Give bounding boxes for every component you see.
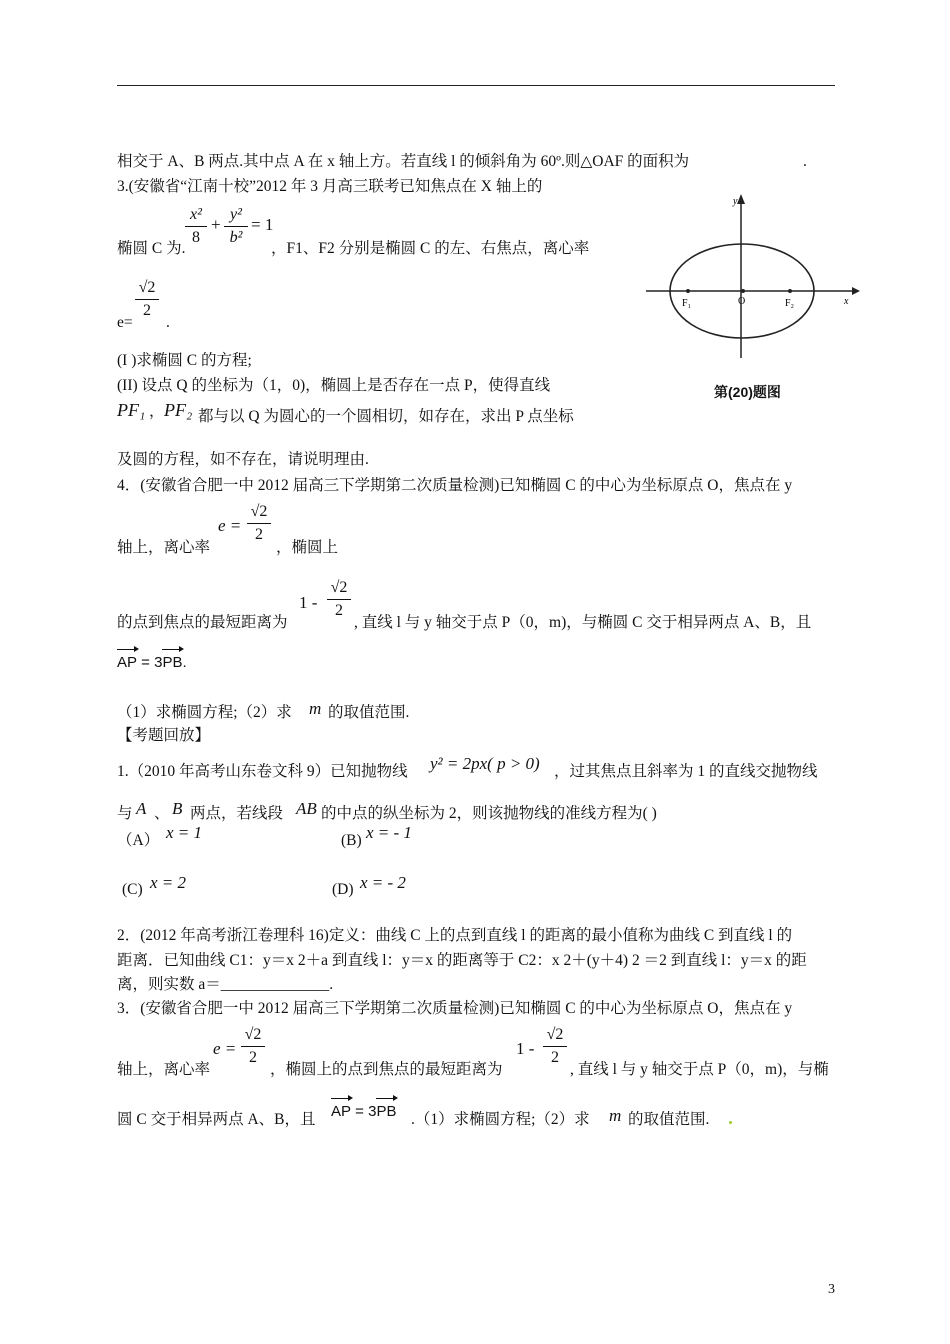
q3-e-frac: √2 2 — [135, 278, 159, 321]
decorative-dot — [729, 1121, 732, 1124]
review-heading: 【考题回放】 — [117, 727, 211, 744]
f1-label: F₁ — [682, 298, 692, 309]
r3-vector-ap: AP — [331, 1103, 352, 1120]
q4-min-frac: √2 2 — [327, 578, 351, 621]
r1-line2-end: 的中点的纵坐标为 2，则该抛物线的准线方程为( ) — [321, 805, 657, 822]
q3-part1: (I )求椭圆 C 的方程; — [117, 352, 252, 369]
r2-line2: 距离．已知曲线 C1：y＝x 2＋a 到直线 l：y＝x 的距离等于 C2：x 2＋(y＋4) 2 ＝2 到直线 l：y＝x 的距 — [117, 952, 807, 969]
q4-ask: （1）求椭圆方程;（2）求 — [117, 704, 292, 721]
f2-label: F₂ — [785, 298, 795, 309]
origin-label: O — [738, 296, 746, 307]
q3-line-last: 及圆的方程，如不存在，请说明理由. — [117, 451, 369, 468]
r1-line1-end: ，过其焦点且斜率为 1 的直线交抛物线 — [554, 763, 818, 780]
q4-min-pre: 1 - — [299, 593, 318, 612]
q4-line3-end: , 直线 l 与 y 轴交于点 P（0，m)，与椭圆 C 交于相异两点 A、B，且 — [354, 614, 812, 631]
r3-line2-end: , 直线 l 与 y 轴交于点 P（0，m)，与椭 — [570, 1061, 829, 1078]
r2-line1: 2．(2012 年高考浙江卷理科 16)定义：曲线 C 上的点到直线 l 的距离的最小值称为曲线 C 到直线 l 的 — [117, 927, 793, 944]
ellipse-eq-right-frac: y² b² — [224, 205, 248, 248]
q3-e-label: e= — [117, 314, 133, 331]
focus-f1-dot — [686, 289, 690, 293]
q4-vector-relation: AP = 3PB. — [117, 654, 187, 671]
q4-e-frac: √2 2 — [247, 502, 271, 545]
x-axis-arrow — [852, 287, 860, 295]
r1-sep: 、 — [154, 805, 170, 822]
q4-ask-end: 的取值范围. — [328, 704, 410, 721]
prev-problem-end: . — [803, 153, 807, 170]
r3-min-pre: 1 - — [516, 1039, 535, 1058]
r1-point-a: A — [136, 799, 147, 818]
r3-e-lhs: e = — [213, 1039, 237, 1058]
ellipse-eq-rhs: = 1 — [251, 215, 274, 234]
r3-m: m — [609, 1106, 622, 1125]
q4-line2-start: 轴上，离心率 — [117, 539, 211, 556]
y-axis-arrow — [737, 194, 745, 204]
header-rule — [117, 85, 835, 86]
r3-min-frac: √2 2 — [543, 1025, 567, 1068]
prev-problem-line: 相交于 A、B 两点.其中点 A 在 x 轴上方。若直线 l 的倾斜角为 60º.则△OAF 的面积为 — [117, 153, 690, 170]
r1-segment-ab: AB — [296, 799, 317, 818]
r3-line3-start: 圆 C 交于相异两点 A、B，且 — [117, 1111, 316, 1128]
r1-option-b-label: (B) — [341, 832, 362, 849]
q4-line2-end: ，椭圆上 — [276, 539, 339, 556]
page-number: 3 — [828, 1282, 835, 1297]
r1-point-b: B — [172, 799, 183, 818]
y-axis-label: y — [733, 196, 738, 207]
ellipse-eq-plus: + — [211, 215, 221, 234]
q3-part2: (II) 设点 Q 的坐标为（1，0)，椭圆上是否存在一点 P，使得直线 — [117, 377, 551, 394]
r3-line3-end: 的取值范围. — [628, 1111, 710, 1128]
q3-pf1: PF₁ — [117, 400, 146, 420]
q3-line2-start: 椭圆 C 为. — [117, 240, 186, 257]
q3-pf-sep: ， — [149, 403, 165, 420]
r1-line2-mid: 两点，若线段 — [190, 805, 284, 822]
r2-line3: 离，则实数 a＝______________. — [117, 976, 334, 993]
r3-line2-mid: ，椭圆上的点到焦点的最短距离为 — [270, 1061, 503, 1078]
q3-e-end: . — [166, 314, 170, 331]
r1-option-a-label: （A） — [117, 832, 160, 849]
q4-e-lhs: e = — [218, 516, 242, 535]
ellipse-eq-left-frac: x² 8 — [185, 205, 207, 248]
r1-line1-start: 1.（2010 年高考山东卷文科 9）已知抛物线 — [117, 763, 408, 780]
r1-option-c: x = 2 — [150, 873, 187, 892]
focus-f2-dot — [788, 289, 792, 293]
r3-line2-start: 轴上，离心率 — [117, 1061, 211, 1078]
r3-line1: 3．(安徽省合肥一中 2012 届高三下学期第二次质量检测)已知椭圆 C 的中心为坐标原点 O，焦点在 y — [117, 1000, 793, 1017]
r1-option-d-label: (D) — [332, 881, 354, 898]
r3-vector-relation: AP = 3PB — [331, 1103, 397, 1120]
r1-line2-start: 与 — [117, 805, 133, 822]
r1-option-d: x = - 2 — [360, 873, 406, 892]
r1-parabola: y² = 2px( p > 0) — [430, 754, 540, 773]
r1-option-a: x = 1 — [166, 823, 203, 842]
q4-ask-m: m — [309, 699, 322, 718]
vector-pb: PB — [162, 654, 183, 671]
ellipse-figure — [640, 188, 870, 368]
origin-dot — [741, 289, 745, 293]
q3-line1: 3.(安徽省“江南十校”2012 年 3 月高三联考已知焦点在 X 轴上的 — [117, 178, 543, 195]
q4-line3-start: 的点到焦点的最短距离为 — [117, 614, 288, 631]
vector-ap: AP — [117, 654, 138, 671]
q3-pf2: PF₂ — [164, 400, 193, 420]
figure-caption: 第(20)题图 — [714, 384, 781, 400]
x-axis-label: x — [844, 296, 849, 307]
r3-line3-mid: .（1）求椭圆方程;（2）求 — [411, 1111, 590, 1128]
r3-e-frac: √2 2 — [241, 1025, 265, 1068]
q4-line1: 4．(安徽省合肥一中 2012 届高三下学期第二次质量检测)已知椭圆 C 的中心为坐标原点 O，焦点在 y — [117, 477, 793, 494]
q3-line2-end: ，F1、F2 分别是椭圆 C 的左、右焦点，离心率 — [271, 240, 590, 257]
q3-line-pf: 都与以 Q 为圆心的一个圆相切，如存在，求出 P 点坐标 — [198, 408, 574, 425]
r1-option-c-label: (C) — [122, 881, 143, 898]
r3-vector-pb: PB — [376, 1103, 397, 1120]
r1-option-b: x = - 1 — [366, 823, 412, 842]
